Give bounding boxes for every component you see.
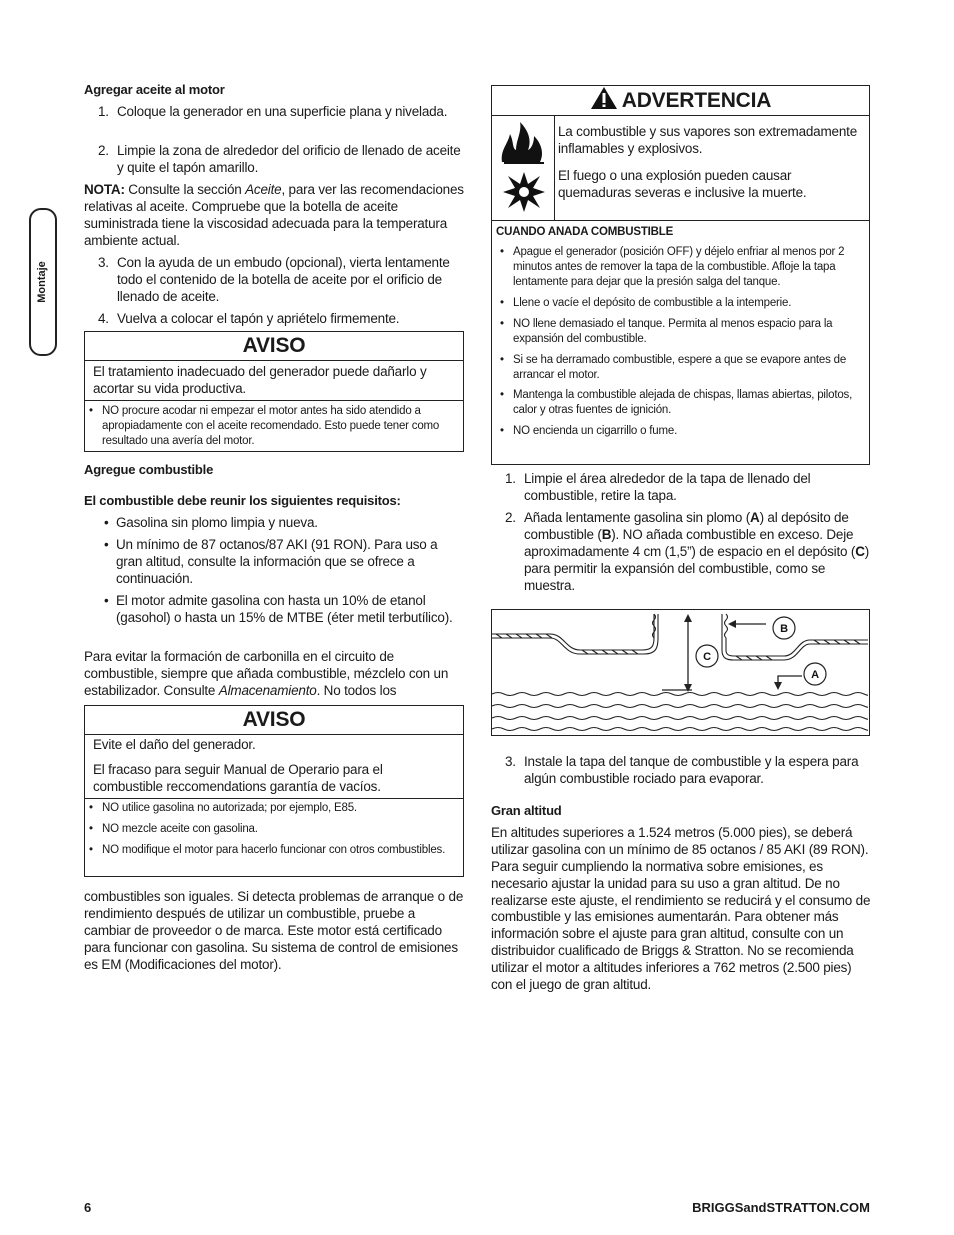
- altitude-heading: Gran altitud: [491, 803, 562, 818]
- notice-text: El tratamiento inadecuado del generador puede dañarlo y acortar su vida productiva.: [85, 361, 463, 401]
- oil-step: [98, 143, 463, 177]
- warning-box: [491, 85, 870, 465]
- fire-icon: [498, 120, 548, 164]
- step-number: 1.: [98, 104, 109, 119]
- warning-bullet-text: Llene o vacíe el depósito de combustible a la intemperie.: [513, 296, 792, 309]
- step-number: 3.: [505, 754, 516, 769]
- note-italic: Aceite: [245, 182, 282, 197]
- notice-bullet: • NO mezcle aceite con gasolina.: [89, 822, 258, 835]
- warning-bullet: • Apague el generador (posición OFF) y déjelo enfriar al menos por 2 minutos antes de remover la tapa de la combustible. Afloje la tapa lentamente para dejar que la presión salga del tanque.: [500, 245, 845, 288]
- page-number: 6: [84, 1200, 92, 1215]
- notice-bullet: • NO procure acodar ni empezar el motor antes ha sido atendido a apropiadamente con el aceite recomendado. Esto puede tener como resultado una avería del motor.: [89, 404, 440, 447]
- warning-bullet: • Llene o vacíe el depósito de combustible a la intemperie.: [500, 296, 792, 309]
- hazard-text-burns: El fuego o una explosión pueden causar quemaduras severas e inclusive la muerte.: [558, 168, 807, 200]
- notice-title: AVISO: [85, 332, 463, 361]
- carbon-paragraph: [84, 649, 464, 700]
- fuel-requirement: • Gasolina sin plomo limpia y nueva.: [104, 515, 462, 532]
- step-text: Limpie la zona de alrededor del orificio de llenado de aceite y quite el tapón amarillo.: [117, 143, 461, 175]
- notice-text-2: El fracaso para seguir Manual de Operario para el combustible reccomendations garantía de vacíos.: [93, 761, 383, 794]
- carbon-text: Para evitar la formación de carbonilla en el circuito de combustible, siempre que añada combustible, mézclelo con un estabilizador. Consulte: [84, 649, 449, 698]
- notice-bullet-text: NO procure acodar ni empezar el motor antes ha sido atendido a apropiadamente con el aceite recomendado. Esto puede tener como resultado una avería del motor.: [102, 404, 440, 447]
- warning-title-text: ADVERTENCIA: [621, 89, 772, 112]
- oil-step: [98, 311, 463, 328]
- fuel-requirements-heading: El combustible debe reunir los siguientes requisitos:: [84, 493, 401, 508]
- notice-title: AVISO: [85, 706, 463, 735]
- notice-bullet-text: NO mezcle aceite con gasolina.: [102, 822, 258, 835]
- warning-bullet: • NO encienda un cigarrillo o fume.: [500, 425, 678, 438]
- notice-bullet-text: NO utilice gasolina no autorizada; por ejemplo, E85.: [102, 801, 357, 814]
- requirement-text: Gasolina sin plomo limpia y nueva.: [116, 515, 318, 530]
- warning-bullet: • NO llene demasiado el tanque. Permita al menos espacio para la expansión del combustible.: [500, 317, 833, 345]
- notice-bullet: • NO utilice gasolina no autorizada; por ejemplo, E85.: [89, 801, 357, 814]
- fuel-step: [505, 510, 870, 594]
- warning-triangle-icon: [590, 86, 618, 110]
- notice-bullet: • NO modifique el motor para hacerlo funcionar con otros combustibles.: [89, 843, 446, 856]
- altitude-paragraph: En altitudes superiores a 1.524 metros (5.000 pies), se deberá utilizar gasolina con un mínimo de 85 octanos / 85 AKI (89 RON). Para seguir cumpliendo la normativa sobre emisiones, es necesario ajustar la unidad para su uso a gran altitud. De no realizarse este ajuste, el rendimiento se reducirá y el consumo de combustible y las emisiones aumentarán. Para obtener más información sobre el ajuste para gran altitud, consulte con un distribuidor cualificado de Briggs & Stratton. No se recomienda utilizar el motor a altitudes inferiores a 762 metros (2.500 pies) con el juego de gran altitud.: [491, 825, 871, 992]
- hazard-text-flammable: La combustible y sus vapores son extremadamente inflamables y explosivos.: [558, 124, 858, 156]
- requirement-text: Un mínimo de 87 octanos/87 AKI (91 RON). Para uso a gran altitud, consulte la información que se ofrece a continuación.: [116, 537, 438, 586]
- fuel-tank-diagram: [492, 610, 868, 734]
- step-number: 4.: [98, 311, 109, 326]
- step-text: Limpie el área alrededor de la tapa de llenado del combustible, retire la tapa.: [524, 471, 811, 503]
- warning-bullet-text: Apague el generador (posición OFF) y déjelo enfriar al menos por 2 minutos antes de remover la tapa de la combustible. Afloje la tapa lentamente para dejar que la presión salga del tanque.: [513, 245, 845, 288]
- step-text: Instale la tapa del tanque de combustible y la espera para algún combustible rociado para evaporar.: [524, 754, 859, 786]
- section-tab-label: Montaje: [36, 261, 49, 303]
- step-text: Vuelva a colocar el tapón y apriételo firmemente.: [117, 311, 400, 326]
- warning-bullet: • Si se ha derramado combustible, espere a que se evapore antes de arrancar el motor.: [500, 353, 847, 381]
- continuation-paragraph: combustibles son iguales. Si detecta problemas de arranque o de rendimiento después de utilizar un combustible, pruebe a cambiar de proveedor o de marca. Este motor está certificado para funcionar con gasolina. Su sistema de control de emisiones es EM (Modificaciones del motor).: [84, 889, 464, 972]
- explosion-icon: [502, 170, 546, 214]
- footer-website: BRIGGSandSTRATTON.COM: [692, 1200, 870, 1215]
- carbon-text-2: . No todos los: [316, 682, 397, 698]
- warning-bullet-text: NO encienda un cigarrillo o fume.: [513, 425, 678, 438]
- warning-bullet-text: Si se ha derramado combustible, espere a que se evapore antes de arrancar el motor.: [513, 353, 847, 381]
- section-tab: [29, 208, 57, 356]
- callout-b: B: [780, 623, 788, 635]
- warning-bullet-text: NO llene demasiado el tanque. Permita al menos espacio para la expansión del combustible.: [513, 317, 833, 345]
- callout-a: A: [811, 669, 819, 681]
- carbon-italic: Almacenamiento: [218, 682, 317, 698]
- warning-bullet: • Mantenga la combustible alejada de chispas, llamas abiertas, pilotos, calor y otras fuentes de ignición.: [500, 389, 853, 417]
- oil-step: [98, 255, 463, 306]
- warning-bullet-text: Mantenga la combustible alejada de chispas, llamas abiertas, pilotos, calor y otras fuentes de ignición.: [513, 389, 853, 417]
- callout-c: C: [703, 651, 711, 663]
- fuel-requirement: • El motor admite gasolina con hasta un 10% de etanol (gasohol) o hasta un 15% de MTBE (éter metil terbutílico).: [104, 593, 462, 627]
- requirement-text: El motor admite gasolina con hasta un 10% de etanol (gasohol) o hasta un 15% de MTBE (éter metil terbutílico).: [116, 593, 453, 625]
- notice-bullet-text: NO modifique el motor para hacerlo funcionar con otros combustibles.: [102, 843, 446, 856]
- notice-text: Evite el daño del generador.: [93, 737, 256, 752]
- step-number: 1.: [505, 471, 516, 486]
- fuel-step: [505, 754, 870, 788]
- oil-step: [98, 104, 463, 121]
- fuel-tank-figure: [491, 609, 870, 736]
- warning-subheading: CUANDO ANADA COMBUSTIBLE: [496, 226, 674, 238]
- notice-box-oil: [84, 331, 464, 452]
- note-text: Consulte la sección: [124, 182, 246, 197]
- step-text: Con la ayuda de un embudo (opcional), vierta lentamente todo el contenido de la botella de aceite por el orificio de llenado de aceite.: [117, 255, 450, 304]
- step-number: 2.: [98, 143, 109, 158]
- warning-title: [492, 86, 869, 116]
- fuel-requirement: • Un mínimo de 87 octanos/87 AKI (91 RON). Para uso a gran altitud, consulte la información que se ofrece a continuación.: [104, 537, 462, 588]
- note-text-2: , para ver las recomendaciones relativas al aceite. Compruebe que la botella de aceite suministrada tiene la viscosidad adecuada para la temperatura ambiente actual.: [84, 182, 464, 248]
- notice-box-fuel: [84, 705, 464, 877]
- oil-heading: Agregar aceite al motor: [84, 82, 225, 97]
- step-text: Añada lentamente gasolina sin plomo (A) al depósito de combustible (B). NO añada combustible en exceso. Deje aproximadamente 4 cm (1,5”) de espacio en el depósito (C) para permitir la expansión del combustible, como se muestra.: [524, 510, 870, 593]
- fuel-heading: Agregue combustible: [84, 462, 214, 477]
- oil-note: [84, 182, 464, 250]
- step-number: 2.: [505, 510, 516, 525]
- fuel-step: [505, 471, 870, 505]
- step-number: 3.: [98, 255, 109, 270]
- note-label: NOTA:: [84, 182, 125, 197]
- step-text: Coloque la generador en una superficie plana y nivelada.: [117, 104, 448, 119]
